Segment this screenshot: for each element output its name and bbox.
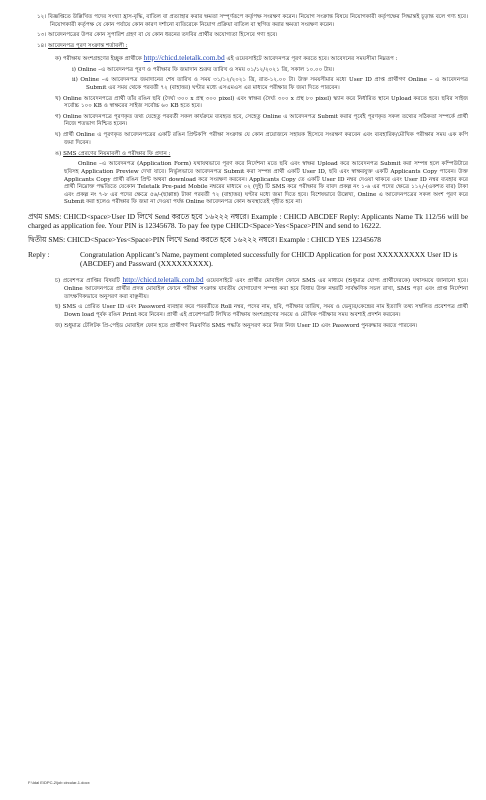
clause-umo-heading (28, 151, 468, 159)
teletalk-link[interactable]: http://chicd.teletalk.com.bd (143, 52, 225, 62)
clause-ja: জ) শুধুমাত্র টেলিটক প্রি-পেইড মোবাইল ফোন হতে প্রার্থীগণ নিম্নবর্ণিত SMS পদ্ধতি অনুসরণ করে নিজ নিজ User ID এবং Password পুনরুদ্ধার করতে পারবেন। (55, 322, 418, 329)
teletalk-link-2[interactable]: http://chicd.teletalk.com.bd (122, 275, 204, 285)
clause-ga: গ) Online আবেদনপত্রে পূরণকৃত তথ্য যেহেতু পরবর্তী সকল কার্যক্রমে ব্যবহৃত হবে, সেহেতু Online এ আবেদনপত্র Submit করার পূর্বেই পূরণকৃত সকল তথ্যের সঠিকতা সম্পর্কে প্রার্থী নিজে শতভাগ নিশ্চিত হবেন। (55, 113, 468, 128)
clause-umo-label: ঙ) (55, 150, 62, 157)
clause-kha: খ) Online আবেদনপত্রে প্রার্থী তাঁর রঙিন ছবি (দৈর্ঘ্য ৩০০ x প্রস্থ ৩০০ pixel) এবং স্বাক্ষর (দৈর্ঘ্য ৩০০ x প্রস্থ ৮০ pixel) স্ক্যান করে নির্ধারিত স্থানে Upload করতে হবে। ছবির সাইজ সর্বোচ্চ ১০০ KB ও স্বাক্ষরের সাইজ সর্বোচ্চ ৬০ KB হতে হবে। (55, 95, 468, 110)
file-path-footer: F:\Idal E\DPC-2\job circular-1.docx (28, 780, 90, 785)
clause-cha-suffix: ওয়েবসাইটে এবং প্রার্থীর মোবাইল ফোনে SMS এর মাধ্যমে (শুধুমাত্র যোগ্য প্রার্থীদেরকে) যথাসময়ে জানানো হবে। Online আবেদনপত্রে প্রার্থীর প্রদত্ত মোবাইল ফোনে পরীক্ষা সংক্রান্ত যাবতীয় যোগাযোগ সম্পন্ন করা হবে বিধায় উক্ত নম্বরটি সার্বক্ষণিক সচল রাখা, SMS পড়া এবং প্রাপ্ত নির্দেশনা তাৎক্ষণিকভাবে অনুসরণ করা বাঞ্ছনীয়। (64, 278, 469, 300)
clause-14-title: আবেদনপত্র পূরণ সংক্রান্ত শর্তাবলী : (48, 43, 128, 50)
sms-reply-label: Reply : (28, 250, 50, 260)
sms-first: প্রথম SMS: CHICD<space>User ID লিখে Send করতে হবে ১৬২২২ নম্বরে। Example : CHICD ABCDEF Reply: Applicants Name Tk 112/56 will be charged as application fee. Your PIN is 12345678. To pay fee type CHICD<Space>Yes<Space>PIN and send to 16222. (28, 212, 468, 231)
clause-chha: ছ) SMS এ প্রেরিত User ID এবং Password ব্যবহার করে পরবর্তীতে Roll নম্বর, পদের নাম, ছবি, পরীক্ষার তারিখ, সময় ও ভেন্যুর/কেন্দ্রের নাম ইত্যাদি তথ্য সম্বলিত প্রবেশপত্র প্রার্থী Down load পূর্বক রঙিন Print করে নিবেন। প্রার্থী এই প্রবেশপত্রটি লিখিত পরীক্ষায় অংশগ্রহণের সময়ে ও মৌখিক পরীক্ষার সময় অবশ্যই প্রদর্শন করবেন। (55, 304, 468, 318)
clause-ka-suffix: এই ওয়েবসাইটে আবেদনপত্র পূরণ করতে হবে। আবেদনের সময়সীমা নিম্নরূপ : (226, 55, 398, 62)
clause-ka (28, 54, 468, 64)
clause-ka-i: i) Online –এ আবেদনপত্র পূরণ ও পরীক্ষার ফি জমাদান শুরুর তারিখ ও সময় ০১/১২/২০২১ খ্রি, সকাল ১০.০০ টায়। (72, 66, 335, 73)
clause-gha: ঘ) প্রার্থী Online এ পূরণকৃত আবেদনপত্রের একটি রঙিন প্রিন্টকপি পরীক্ষা সংক্রান্ত যে কোন প্রয়োজনে সহায়ক হিসেবে সংরক্ষণ করবেন এবং ব্যবহারিক/মৌখিক পরীক্ষার সময় এক কপি জমা দিবেন। (55, 132, 468, 146)
clause-14-heading (28, 43, 468, 51)
clause-umo-body: Online –এ আবেদনপত্র (Application Form) যথাযথভাবে পূরণ করে নির্দেশনা মতে ছবি এবং স্বাক্ষর Upload করে আবেদনপত্র Submit করা সম্পন্ন হলে কম্পিউটারে ছবিসহ Application Preview দেখা যাবে। নির্ভুলভাবে আবেদনপত্র Submit করা সম্পন্ন প্রার্থী একটি User ID, ছবি এবং স্বাক্ষরযুক্ত একটি Applicants Copy পাবেন। উক্ত Applicants Copy প্রার্থী রঙিন প্রিন্ট অথবা download করে সংরক্ষণ করবেন। Applicants Copy তে একটি User ID নম্বর দেওয়া থাকবে এবং User ID নম্বর ব্যবহার করে প্রার্থী নিম্নোক্ত পদ্ধতিতে যেকোন Teletalk Pre-paid Mobile নম্বরের মাধ্যমে ০২ (দুই) টি SMS করে পরীক্ষার ফি বাবদ প্রকল্প নং ১-৬ এর পদের ক্ষেত্রে ১১২/-(একশত বার) টাকা এবং প্রকল্প নং ৭-৮ এর পদের ক্ষেত্রে ৫৬/-(ছাপ্পান্ন) টাকা পরবর্তী ৭২ (বাহাত্তর) ঘণ্টার মধ্যে জমা দিতে হবে। বিশেষভাবে উল্লেখ্য, Online এ আবেদনপত্রের সকল অংশ পূরণ করে Submit করা হলেও পরীক্ষার ফি জমা না দেওয়া পর্যন্ত Online আবেদনপত্র কোন অবস্থাতেই গৃহীত হবে না। (64, 161, 468, 206)
clause-cha-prefix: চ) প্রবেশপত্র প্রাপ্তির বিষয়টি (55, 278, 120, 285)
sms-reply-text: Congratulation Applicant’s Name, payment completed successfully for CHICD Application for post XXXXXXXXX User ID is (ABCDEF) and Passward (XXXXXXXXX). (80, 250, 458, 269)
clause-ka-ii: ii) Online –এ আবেদনপত্র জমাদানের শেষ তারিখ ও সময় ৩১/১২/২০২১ খ্রি, রাত-১২.০০ টা। উক্ত সময়সীমার মধ্যে User ID প্রাপ্ত প্রার্থীগণ Online – এ আবেদনপত্র Submit এর সময় থেকে পরবর্তী ৭২ (বাহাত্তর) ঘণ্টার মধ্যে এসএমএস এর মাধ্যমে পরীক্ষার ফি জমা দিতে পারবেন। (72, 77, 468, 91)
clause-13: ১৩। আবেদনপত্রের উপর কোন সুপারিশ গ্রহণ বা যে কোন ধরনের তদবির প্রার্থীর অযোগ্যতা হিসেবে গণ্য হবে। (37, 32, 278, 39)
sms-reply (28, 250, 468, 268)
sms-second: দ্বিতীয় SMS: CHICD<Space>Yes<Space>PIN লিখে Send করতে হবে ১৬২২২ নম্বরে। Example : CHICD YES 12345678 (28, 235, 381, 245)
clause-umo-title: SMS প্রেরণের নিয়মাবলী ও পরীক্ষার ফি প্রদান : (63, 150, 171, 157)
clause-ka-prefix: ক) পরীক্ষায় অংশগ্রহণের ইচ্ছুক প্রার্থীকে (55, 55, 142, 62)
clause-12: ১২। বিজ্ঞপ্তিতে উল্লিখিত পদের সংখ্যা হ্রাস-বৃদ্ধি, বাতিল বা প্রত্যাহার করার ক্ষমতা সম্পূর্ণরূপে কর্তৃপক্ষ সংরক্ষণ করেন। নিয়োগ সংক্রান্ত বিষয়ে নিয়োগকারী কর্তৃপক্ষের সিদ্ধান্তই চূড়ান্ত বলে গণ্য হবে। নিয়োগকারী কর্তৃপক্ষ যে কোন পর্যায়ে কোন কারণ দর্শানো ব্যতিরেকে নিয়োগ প্রক্রিয়া বাতিল বা স্থগিত করার ক্ষমতা সংরক্ষণ করেন। (37, 14, 468, 28)
clause-14-number: ১৪। (37, 43, 47, 50)
document-page (28, 14, 468, 333)
clause-cha (28, 276, 468, 301)
